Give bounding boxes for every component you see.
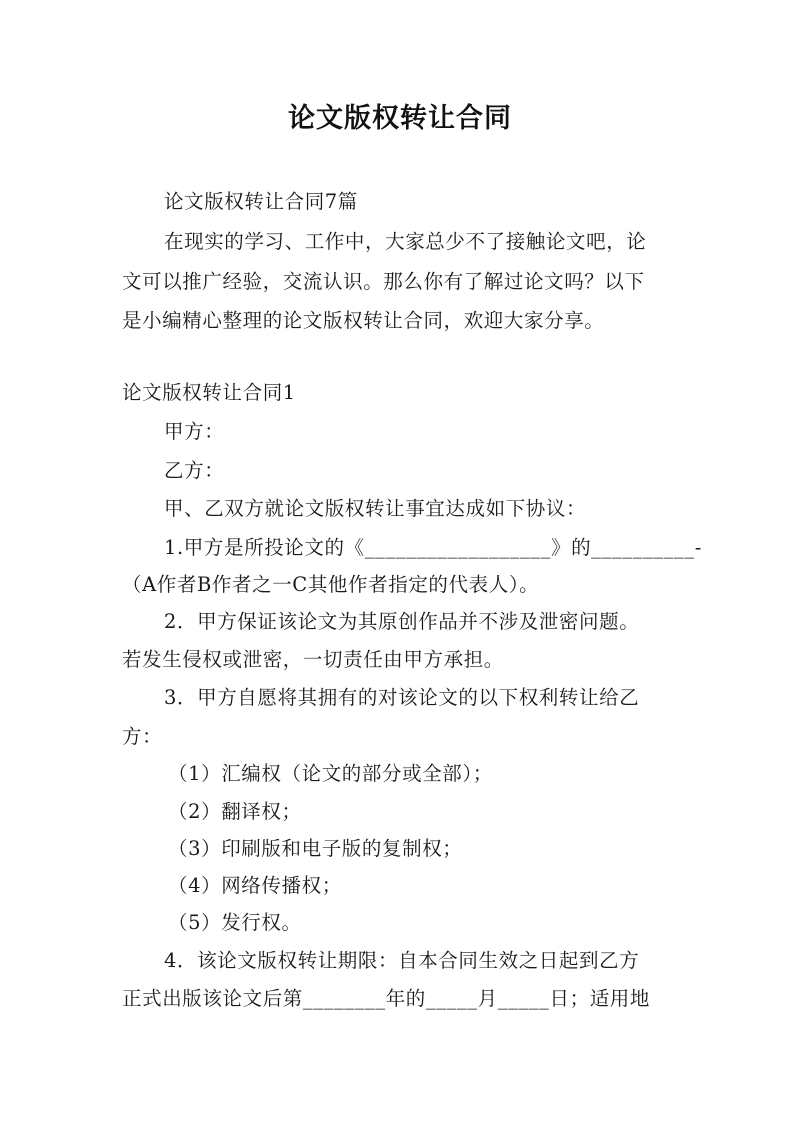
document-title: 论文版权转让合同 [288, 103, 512, 134]
clause-4-line-2: 正式出版该论文后第________年的_____月_____日；适用地 [122, 987, 650, 1010]
intro-line-1: 在现实的学习、工作中，大家总少不了接触论文吧，论 [164, 230, 647, 253]
agreement-intro: 甲、乙双方就论文版权转让事宜达成如下协议： [164, 497, 587, 520]
clause-4-line-1: 4．该论文版权转让期限：自本合同生效之日起到乙方 [164, 949, 640, 972]
intro-line-3: 是小编精心整理的论文版权转让合同，欢迎大家分享。 [122, 309, 605, 332]
section-heading: 论文版权转让合同1 [122, 381, 296, 404]
clause-1-line-1: 1.甲方是所投论文的《__________________》的__________- [164, 536, 702, 559]
right-item-5: （5）发行权。 [168, 911, 302, 934]
party-b-line: 乙方： [164, 459, 225, 482]
right-item-2: （2）翻译权； [168, 800, 302, 823]
party-a-line: 甲方： [164, 420, 225, 443]
right-item-4: （4）网络传播权； [168, 874, 342, 897]
right-item-1: （1）汇编权（论文的部分或全部）； [168, 762, 493, 785]
clause-2-line-2: 若发生侵权或泄密，一切责任由甲方承担。 [122, 648, 504, 671]
clause-1-line-2: （A作者B作者之一C其他作者指定的代表人）。 [122, 573, 540, 596]
clause-3-line-1: 3．甲方自愿将其拥有的对该论文的以下权利转让给乙 [164, 686, 640, 709]
clause-2-line-1: 2．甲方保证该论文为其原创作品并不涉及泄密问题。 [164, 610, 640, 633]
right-item-3: （3）印刷版和电子版的复制权； [168, 837, 463, 860]
subtitle-line: 论文版权转让合同7篇 [164, 190, 358, 213]
intro-line-2: 文可以推广经验，交流认识。那么你有了解过论文吗？以下 [122, 270, 645, 293]
clause-3-line-2: 方： [122, 725, 163, 748]
